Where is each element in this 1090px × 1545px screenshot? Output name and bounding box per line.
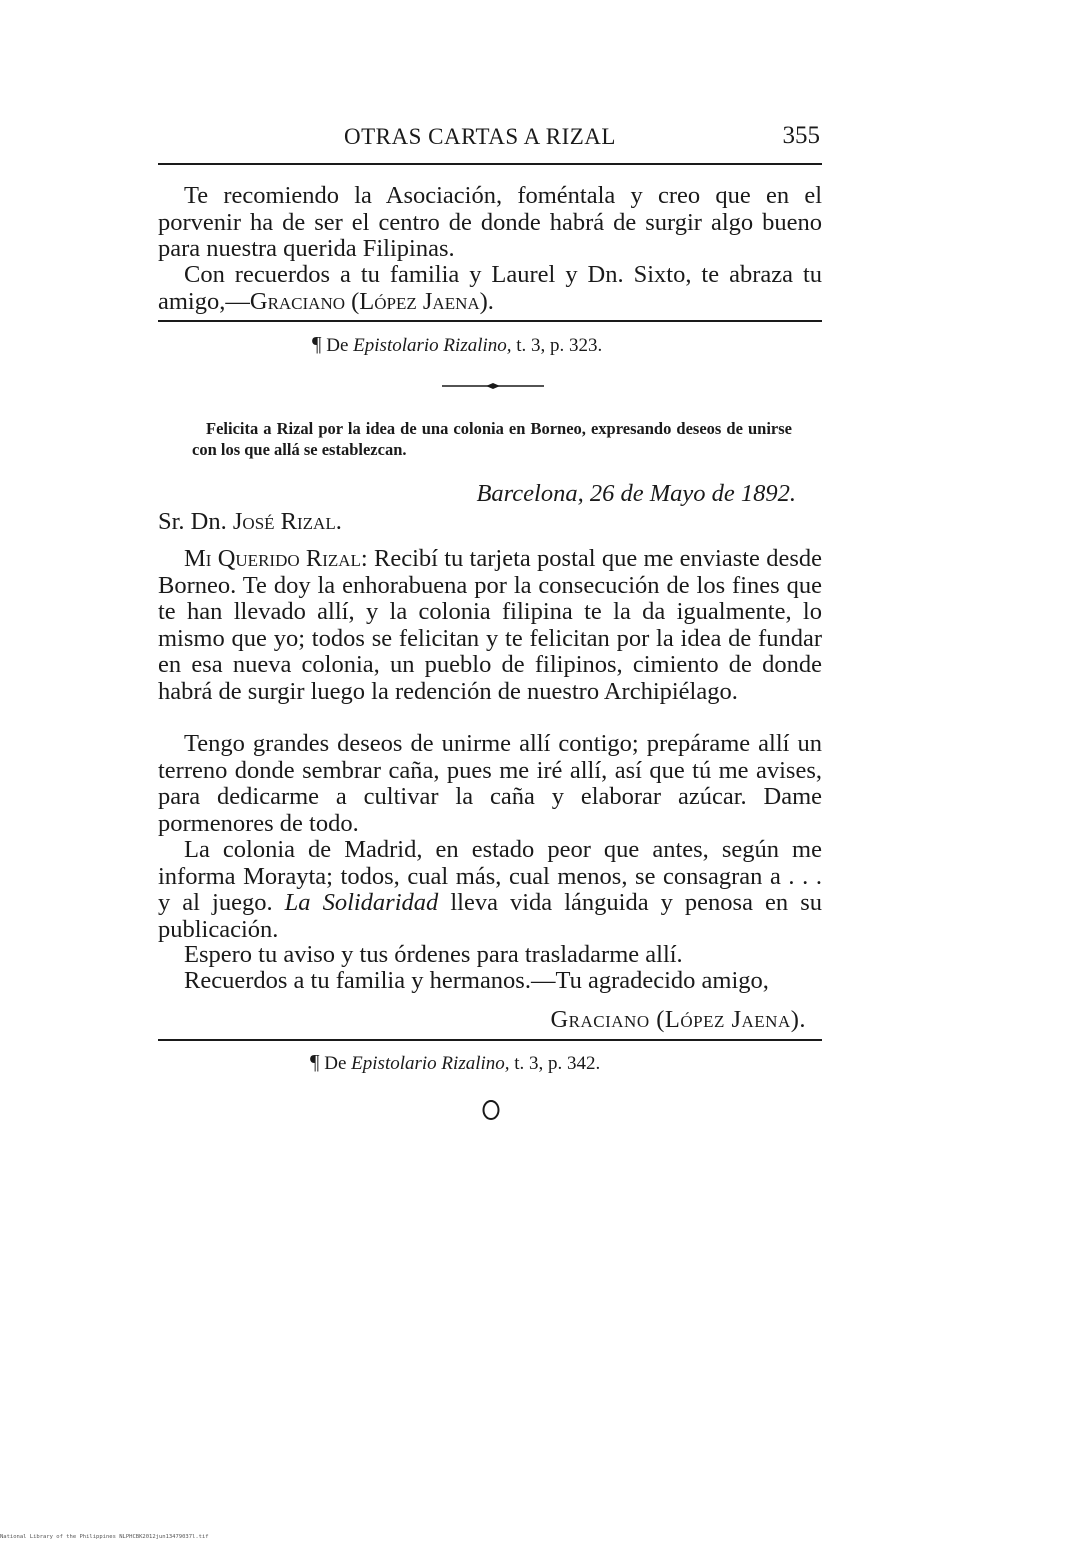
periodical-title: La Solidaridad: [284, 889, 439, 916]
paragraph-text: lleva vida lánguida y penosa en su publicación.: [158, 889, 822, 943]
letter2-paragraph-3: [158, 837, 822, 943]
closing-text: Con recuerdos a tu familia y Laurel y Dn. Sixto, te abraza tu amigo,—: [158, 261, 822, 315]
letter-summary: Felicita a Rizal por la idea de una colonia en Borneo, expresando deseos de unirse con los que allá se establezcan.: [192, 419, 792, 459]
letter2-paragraph-1: [158, 546, 822, 705]
salutation: Mi Querido Rizal:: [184, 545, 368, 572]
citation-ref: t. 3, p. 342.: [514, 1053, 601, 1074]
citation-prefix: De: [324, 1053, 347, 1074]
page-header: [158, 122, 822, 158]
letter1-paragraph: Te recomiendo la Asociación, foméntala y creo que en el porvenir ha de ser el centro de donde habrá de surgir algo bueno para nuestra querida Filipinas.: [158, 182, 822, 262]
source-citation-2: [310, 1050, 600, 1075]
scan-footer-stamp: National Library of the Philippines NLPHCBK2012jun13479037l.tif: [0, 1534, 209, 1540]
letter-dateline: Barcelona, 26 de Mayo de 1892.: [476, 480, 796, 507]
end-circle-ornament: [482, 1099, 500, 1121]
letter2-paragraph-4: Espero tu aviso y tus órdenes para trasladarme allí.: [184, 941, 683, 968]
pilcrow-mark: ¶: [312, 332, 322, 356]
pilcrow-mark: ¶: [310, 1050, 320, 1074]
addressee-name: José Rizal.: [232, 508, 342, 535]
addressee-prefix: Sr. Dn.: [158, 508, 227, 535]
citation-title: Epistolario Rizalino,: [353, 335, 512, 356]
page-number: 355: [782, 122, 820, 149]
letter2-end-rule: [158, 1039, 822, 1041]
running-title: OTRAS CARTAS A RIZAL: [344, 124, 616, 149]
letter-addressee: [158, 508, 342, 536]
letter2-paragraph-5: Recuerdos a tu familia y hermanos.—Tu agradecido amigo,: [184, 967, 769, 994]
citation-prefix: De: [326, 335, 349, 356]
header-rule: [158, 163, 822, 165]
section-ornament: [442, 383, 544, 389]
letter1-signature: Graciano (López Jaena).: [249, 287, 494, 315]
paragraph-text: La colonia de Madrid, en estado peor que antes, según me informa Morayta; todos, cual más, cual menos, se consagran a . . . y al juego.: [158, 836, 822, 916]
letter2-signature: Graciano (López Jaena).: [550, 1006, 806, 1033]
paragraph-text: Recibí tu tarjeta postal que me enviaste desde Borneo. Te doy la enhorabuena por la consecución de los fines que te han llevado allí, y la colonia filipina te la da igualmente, lo mismo que yo; todos se felicitan y te felicitan por la idea de fundar en esa nueva colonia, un pueblo de filipinos, cimiento de donde habrá de surgir luego la redención de nuestro Archipiélago.: [158, 545, 822, 705]
letter2-paragraph-2: Tengo grandes deseos de unirme allí contigo; prepárame allí un terreno donde sembrar caña, pues me iré allí, así que tú me avises, para dedicarme a cultivar la caña y elaborar azúcar. Dame pormenores de todo.: [158, 730, 822, 837]
source-citation-1: [312, 332, 602, 357]
citation-title: Epistolario Rizalino,: [351, 1053, 510, 1074]
letter1-closing-paragraph: [158, 262, 822, 315]
citation-ref: t. 3, p. 323.: [516, 335, 603, 356]
letter1-end-rule: [158, 320, 822, 322]
